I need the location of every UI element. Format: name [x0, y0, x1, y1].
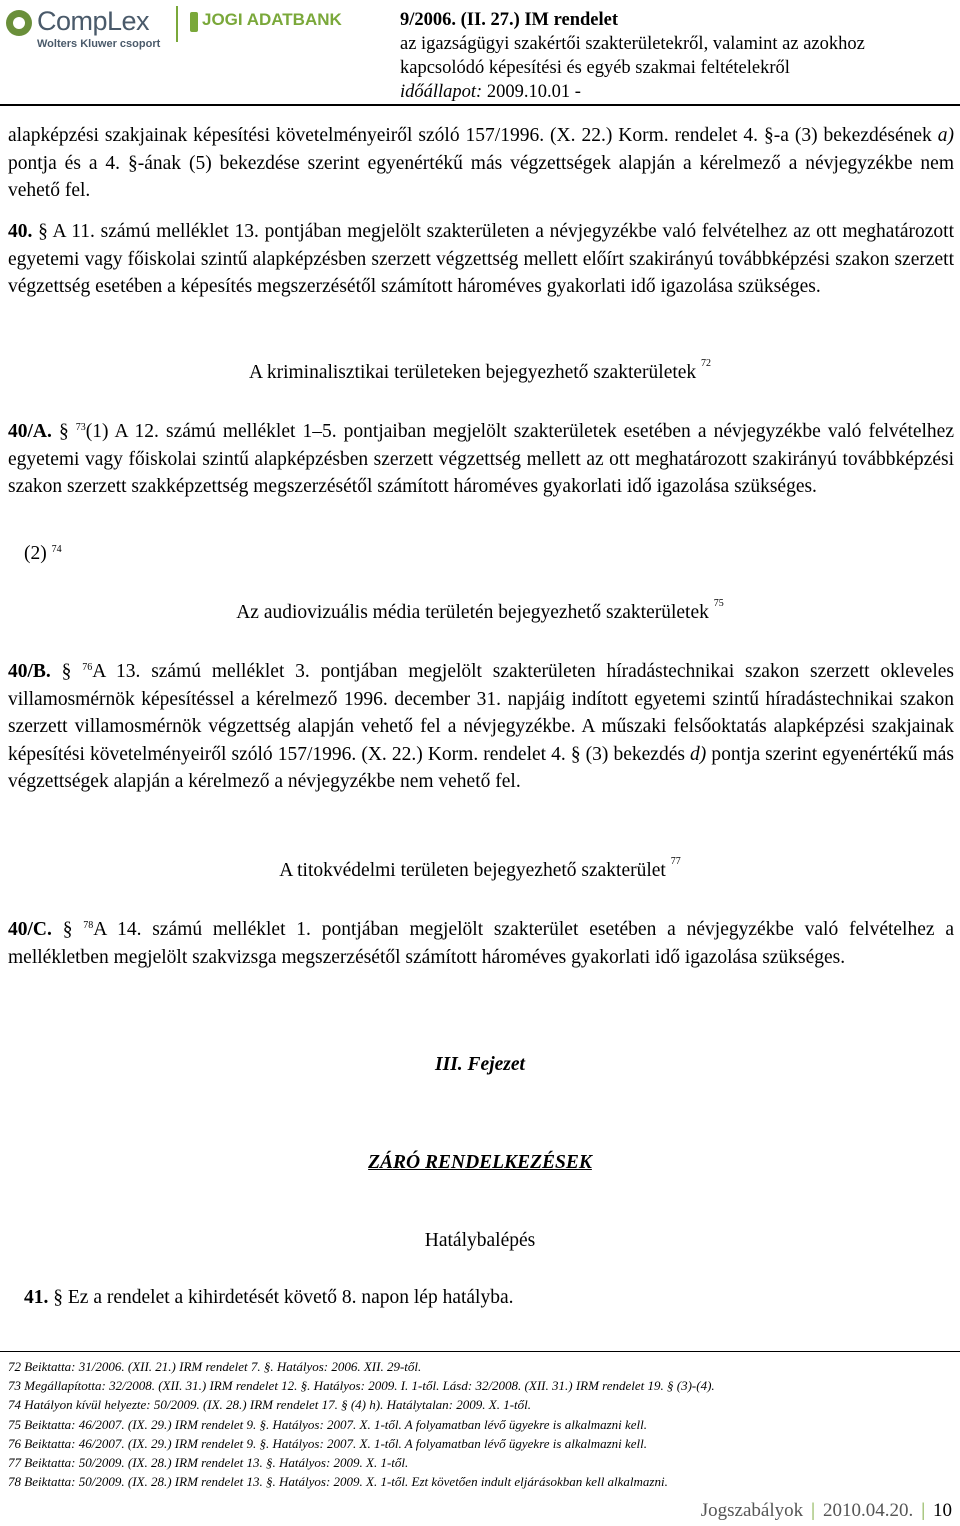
footnote-77: 77 Beiktatta: 50/2009. (IX. 28.) IRM rendelet 13. §. Hatályos: 2009. X. 1-től. — [8, 1455, 409, 1471]
section-number: 40/A. — [8, 421, 52, 442]
footnote-72: 72 Beiktatta: 31/2006. (XII. 21.) IRM rendelet 7. §. Hatályos: 2006. XII. 29-től. — [8, 1359, 422, 1374]
footer-separator: | — [921, 1500, 925, 1521]
section-40a-2: (2) $^{74}$ — [24, 543, 62, 564]
jogi-brand: JOGI ADATBANK — [202, 10, 342, 29]
section-number: 41. — [24, 1287, 49, 1308]
document-subtitle-2: kapcsolódó képesítési és egyéb szakmai feltételekről — [400, 58, 790, 78]
section-number: 40. — [8, 221, 33, 242]
footnote-ref: 77 — [670, 856, 681, 867]
footer-date: 2010.04.20. — [822, 1500, 914, 1521]
footer-source: Jogszabályok — [700, 1500, 804, 1521]
paragraph-cont: alapképzési szakjainak képesítési követelményeiről szóló 157/1996. (X. 22.) Korm. rendelet 4. §-a (3) bekezdésének a) pontja és a 4. §-ának (5) bekezdése szerint egyenértékű más végzettségek alapján a kérelmező a névjegyzékbe nem vehető fel. — [8, 125, 954, 202]
footnote-ref: 75 — [713, 598, 724, 609]
page-header — [0, 0, 960, 104]
document-title: 9/2006. (II. 27.) IM rendelet — [400, 10, 619, 30]
section-41: 41. § Ez a rendelet a kihirdetését követő 8. napon lép hatályba. — [24, 1287, 514, 1308]
section-40c: 40/C. § $^{78}$A 14. számú melléklet 1. pontjában megjelölt szakterület esetében a névjegyzékbe való felvételhez a mellékletben megjelölt szakvizsga megszerzésétől számított hároméves gyakorlati idő igazolása szükséges. — [8, 919, 955, 968]
complex-logo-icon — [6, 10, 32, 36]
section-number: 40/B. — [8, 661, 51, 682]
footnote-73: 73 Megállapította: 32/2008. (XII. 31.) IRM rendelet 12. §. Hatályos: 2009. I. 1-től. Lásd: 32/2008. (XII. 31.) IRM rendelet 19. § (3)-(4). — [8, 1378, 715, 1394]
complex-logo — [6, 6, 171, 50]
footer-separator: | — [811, 1500, 815, 1521]
status-label: időállapot: — [400, 82, 483, 102]
heading-titokvedelmi: A titokvédelmi területen bejegyezhető szakterület $^{77}$ — [279, 856, 681, 881]
section-40: 40. § A 11. számú melléklet 13. pontjában megjelölt szakterületen a névjegyzékbe való felvételhez az ott meghatározott egyetemi vagy főiskolai szintű alapképzésben szerzett végzettség mellett előírt szakirányú továbbképzési szakon szerzett végzettség esetében a képesítés megszerzésétől számított hároméves gyakorlati idő igazolása szükséges. — [8, 221, 954, 298]
footnote-rule — [0, 1351, 960, 1352]
complex-subtitle: Wolters Kluwer csoport — [37, 38, 161, 50]
footnote-78: 78 Beiktatta: 50/2009. (IX. 28.) IRM rendelet 13. §. Hatályos: 2009. X. 1-től. Ezt követően indult eljárásokban kell alkalmazni. — [8, 1474, 668, 1490]
heading-kriminalisztikai: A kriminalisztikai területeken bejegyezhető szakterületek $^{72}$ — [248, 358, 712, 383]
document-heading — [400, 8, 865, 104]
document-subtitle-1: az igazságügyi szakértői szakterületekről, valamint az azokhoz — [400, 34, 865, 54]
heading-hatalybalepes: Hatálybalépés — [424, 1230, 536, 1251]
heading-audiovizualis: Az audiovizuális média területén bejegyezhető szakterületek $^{75}$ — [236, 598, 724, 623]
section-number: 40/C. — [8, 919, 52, 940]
footnote-76: 76 Beiktatta: 46/2007. (IX. 29.) IRM rendelet 9. §. Hatályos: 2007. X. 1-től. A folyamatban lévő ügyekre is alkalmazni kell. — [8, 1435, 648, 1451]
section-40b: 40/B. § $^{76}$A 13. számú melléklet 3. pontjában megjelölt szakterületen híradástechnikai szakon szerzett okleveles villamosmérnök képesítéssel a kérelmező 1996. december 31. napjáig indított egyetemi szintű híradástechnikai szakon szerzett villamosmérnök végzettség alapján vehető fel a névjegyzékbe. A műszaki felsőoktatás alapképzési szakjainak képesítési követelményeiről szóló 157/1996. (X. 22.) Korm. rendelet 4. § (3) bekezdés d) pontja szerint egyenértékű más végzettségek alapján a kérelmező a névjegyzékbe nem vehető fel. — [8, 661, 954, 793]
jogi-logo-icon — [190, 12, 198, 32]
status-value: 2009.10.01 - — [482, 82, 581, 102]
footnote-74: 74 Hatályon kívül helyezte: 50/2009. (IX. 28.) IRM rendelet 17. § (4) h). Hatálytalan: 2009. X. 1-től. — [8, 1397, 532, 1413]
page-number: 10 — [933, 1500, 952, 1521]
footnote-75: 75 Beiktatta: 46/2007. (IX. 29.) IRM rendelet 9. §. Hatályos: 2007. X. 1-től. A folyamatban lévő ügyekre is alkalmazni kell. — [8, 1416, 648, 1432]
header-divider — [176, 6, 178, 42]
complex-brand: CompLex — [37, 6, 150, 36]
page-footer — [701, 1500, 952, 1522]
footnote-ref: 78 — [83, 920, 94, 931]
footnotes — [8, 1357, 715, 1491]
footnote-ref: 74 — [51, 544, 62, 555]
chapter-title: ZÁRÓ RENDELKEZÉSEK — [368, 1152, 592, 1173]
section-40a: 40/A. § $^{73}$(1) A 12. számú melléklet 1–5. pontjaiban megjelölt szakterületek esetében a névjegyzékbe való felvételhez egyetemi vagy főiskolai szintű alapképzésben szerzett végzettség mellett az ott meghatározott szakirányú továbbképzési szakon szerzett szakképzettség megszerzésétől számított hároméves gyakorlati idő igazolása szükséges. — [8, 421, 954, 498]
footnote-ref: 73 — [75, 422, 86, 433]
footnote-ref: 76 — [82, 662, 93, 673]
status-line — [400, 80, 865, 104]
chapter-heading: III. Fejezet — [435, 1054, 525, 1075]
header-rule — [0, 104, 960, 106]
footnote-ref: 72 — [701, 358, 712, 369]
